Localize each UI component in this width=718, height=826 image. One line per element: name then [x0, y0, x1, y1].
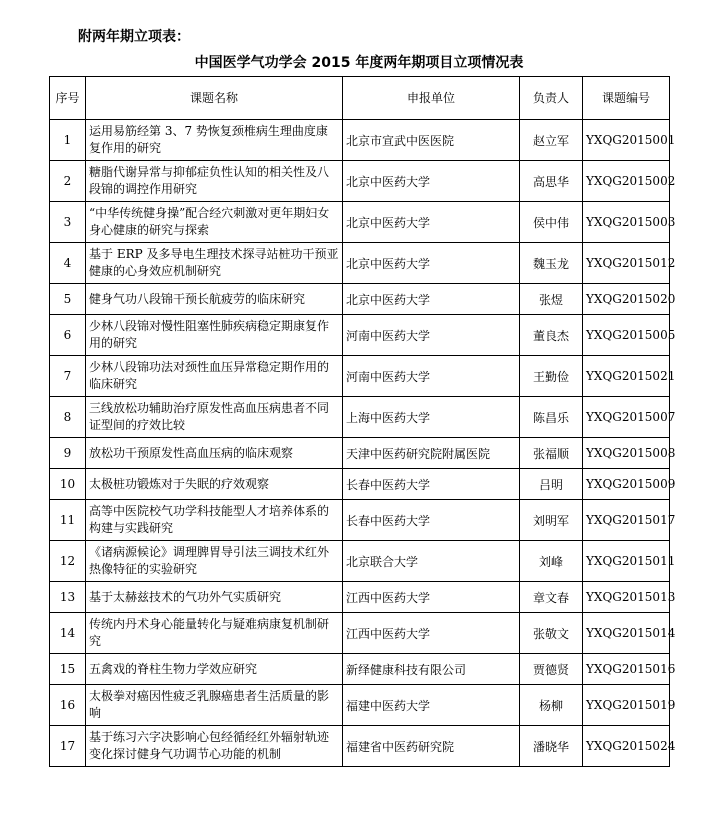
project-code: YXQG2015016	[583, 654, 670, 685]
leader-name: 张福顺	[520, 438, 583, 469]
project-code: YXQG2015021	[583, 356, 670, 397]
row-number: 5	[50, 284, 86, 315]
table-row	[50, 582, 670, 613]
project-code: YXQG2015001	[583, 120, 670, 161]
row-number: 9	[50, 438, 86, 469]
project-name: 糖脂代谢异常与抑郁症负性认知的相关性及八段锦的调控作用研究	[86, 161, 343, 202]
leader-name: 张敬文	[520, 613, 583, 654]
row-number: 2	[50, 161, 86, 202]
project-code: YXQG2015019	[583, 685, 670, 726]
table-title: 中国医学气功学会 2015 年度两年期项目立项情况表	[194, 55, 524, 71]
table-header-row	[50, 77, 670, 120]
leader-name: 王勤俭	[520, 356, 583, 397]
leader-name: 侯中伟	[520, 202, 583, 243]
table-row	[50, 541, 670, 582]
row-number: 15	[50, 654, 86, 685]
appendix-heading: 附两年期立项表：	[78, 29, 190, 45]
applicant-unit: 河南中医药大学	[343, 356, 520, 397]
row-number: 16	[50, 685, 86, 726]
row-number: 8	[50, 397, 86, 438]
table-row	[50, 500, 670, 541]
project-name: 基于太赫兹技术的气功外气实质研究	[86, 582, 343, 613]
leader-name: 贾德贤	[520, 654, 583, 685]
leader-name: 高思华	[520, 161, 583, 202]
project-name: 五禽戏的脊柱生物力学效应研究	[86, 654, 343, 685]
leader-name: 章文春	[520, 582, 583, 613]
table-row	[50, 120, 670, 161]
table-row	[50, 315, 670, 356]
project-name: 放松功干预原发性高血压病的临床观察	[86, 438, 343, 469]
row-number: 4	[50, 243, 86, 284]
leader-name: 赵立军	[520, 120, 583, 161]
col-header-name: 课题名称	[86, 77, 343, 120]
table-row	[50, 654, 670, 685]
applicant-unit: 河南中医药大学	[343, 315, 520, 356]
table-row	[50, 202, 670, 243]
leader-name: 潘晓华	[520, 726, 583, 767]
project-name: 少林八段锦对慢性阻塞性肺疾病稳定期康复作用的研究	[86, 315, 343, 356]
project-name: 基于练习六字决影响心包经循经红外辐射轨迹变化探讨健身气功调节心功能的机制	[86, 726, 343, 767]
row-number: 10	[50, 469, 86, 500]
project-code: YXQG2015011	[583, 541, 670, 582]
project-code: YXQG2015013	[583, 582, 670, 613]
table-row	[50, 284, 670, 315]
project-code: YXQG2015002	[583, 161, 670, 202]
project-code: YXQG2015003	[583, 202, 670, 243]
applicant-unit: 江西中医药大学	[343, 613, 520, 654]
leader-name: 刘明军	[520, 500, 583, 541]
leader-name: 陈昌乐	[520, 397, 583, 438]
applicant-unit: 北京中医药大学	[343, 243, 520, 284]
project-name: 《诸病源候论》调理脾胃导引法三调技术红外热像特征的实验研究	[86, 541, 343, 582]
applicant-unit: 北京中医药大学	[343, 202, 520, 243]
project-name: 高等中医院校气功学科技能型人才培养体系的构建与实践研究	[86, 500, 343, 541]
project-code: YXQG2015007	[583, 397, 670, 438]
table-row	[50, 356, 670, 397]
table-row	[50, 613, 670, 654]
project-name: 基于 ERP 及多导电生理技术探寻站桩功干预亚健康的心身效应机制研究	[86, 243, 343, 284]
project-code: YXQG2015024	[583, 726, 670, 767]
project-name: 太极桩功锻炼对于失眠的疗效观察	[86, 469, 343, 500]
table-row	[50, 161, 670, 202]
project-name: 三线放松功辅助治疗原发性高血压病患者不同证型间的疗效比较	[86, 397, 343, 438]
applicant-unit: 江西中医药大学	[343, 582, 520, 613]
row-number: 7	[50, 356, 86, 397]
project-code: YXQG2015020	[583, 284, 670, 315]
applicant-unit: 上海中医药大学	[343, 397, 520, 438]
col-header-code: 课题编号	[583, 77, 670, 120]
row-number: 3	[50, 202, 86, 243]
project-code: YXQG2015017	[583, 500, 670, 541]
col-header-no: 序号	[50, 77, 86, 120]
applicant-unit: 新绎健康科技有限公司	[343, 654, 520, 685]
leader-name: 董良杰	[520, 315, 583, 356]
table-row	[50, 469, 670, 500]
table-row	[50, 243, 670, 284]
applicant-unit: 长春中医药大学	[343, 469, 520, 500]
row-number: 1	[50, 120, 86, 161]
row-number: 17	[50, 726, 86, 767]
applicant-unit: 北京联合大学	[343, 541, 520, 582]
applicant-unit: 北京中医药大学	[343, 284, 520, 315]
applicant-unit: 长春中医药大学	[343, 500, 520, 541]
table-row	[50, 438, 670, 469]
project-table	[49, 76, 676, 767]
leader-name: 魏玉龙	[520, 243, 583, 284]
applicant-unit: 福建省中医药研究院	[343, 726, 520, 767]
table-row	[50, 726, 670, 767]
row-number: 6	[50, 315, 86, 356]
leader-name: 杨柳	[520, 685, 583, 726]
project-code: YXQG2015012	[583, 243, 670, 284]
row-number: 12	[50, 541, 86, 582]
applicant-unit: 福建中医药大学	[343, 685, 520, 726]
project-code: YXQG2015014	[583, 613, 670, 654]
row-number: 14	[50, 613, 86, 654]
applicant-unit: 天津中医药研究院附属医院	[343, 438, 520, 469]
leader-name: 刘峰	[520, 541, 583, 582]
row-number: 13	[50, 582, 86, 613]
project-name: 运用易筋经第 3、7 势恢复颈椎病生理曲度康复作用的研究	[86, 120, 343, 161]
project-name: “中华传统健身操”配合经穴刺激对更年期妇女身心健康的研究与探索	[86, 202, 343, 243]
project-code: YXQG2015005	[583, 315, 670, 356]
project-code: YXQG2015009	[583, 469, 670, 500]
leader-name: 张煜	[520, 284, 583, 315]
table-row	[50, 397, 670, 438]
applicant-unit: 北京市宣武中医医院	[343, 120, 520, 161]
project-name: 传统内丹术身心能量转化与疑难病康复机制研究	[86, 613, 343, 654]
project-name: 太极拳对癌因性疲乏乳腺癌患者生活质量的影响	[86, 685, 343, 726]
project-name: 少林八段锦功法对颈性血压异常稳定期作用的临床研究	[86, 356, 343, 397]
leader-name: 吕明	[520, 469, 583, 500]
col-header-leader: 负责人	[520, 77, 583, 120]
col-header-unit: 申报单位	[343, 77, 520, 120]
row-number: 11	[50, 500, 86, 541]
project-code: YXQG2015008	[583, 438, 670, 469]
project-name: 健身气功八段锦干预长航疲劳的临床研究	[86, 284, 343, 315]
applicant-unit: 北京中医药大学	[343, 161, 520, 202]
table-row	[50, 685, 670, 726]
